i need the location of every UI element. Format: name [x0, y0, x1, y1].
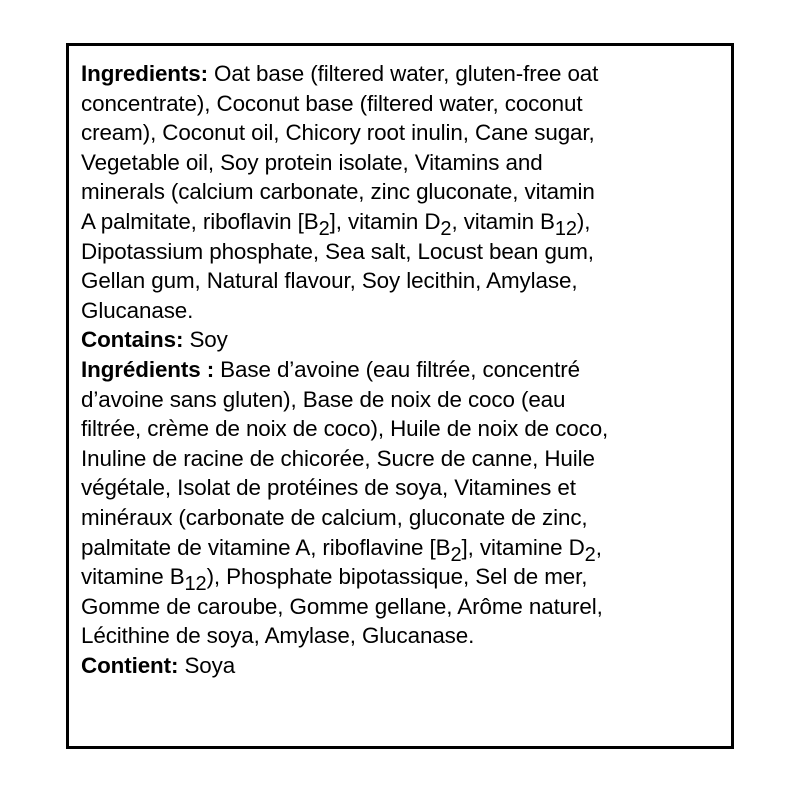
- english-ingredients-line-4: Vegetable oil, Soy protein isolate, Vitamins and: [81, 149, 543, 175]
- vitamin-text: ,: [595, 534, 602, 560]
- english-ingredients-line-2: concentrate), Coconut base (filtered water, coconut: [81, 90, 583, 116]
- french-vitamin-line-2: [81, 562, 723, 596]
- french-contains-heading: Contient:: [81, 652, 179, 678]
- french-ingredients-line-4: Inuline de racine de chicorée, Sucre de canne, Huile: [81, 445, 595, 471]
- english-ingredients-text: Oat base (filtered water, gluten-free oat: [207, 61, 599, 86]
- english-ingredients-line-8: Gellan gum, Natural flavour, Soy lecithin, Amylase,: [81, 268, 578, 294]
- english-ingredients-line-9: Glucanase.: [81, 297, 194, 323]
- french-ingredients-heading: Ingrédients :: [81, 356, 215, 382]
- french-ingredients-line-2: d’avoine sans gluten), Base de noix de coco (eau: [81, 386, 566, 412]
- vitamin-text: ), Phosphate bipotassique, Sel de mer,: [206, 564, 588, 590]
- subscript: 2: [318, 217, 330, 240]
- french-ingredients-line-10: Lécithine de soya, Amylase, Glucanase.: [81, 623, 475, 649]
- french-vitamin-line-1: [81, 533, 723, 566]
- french-ingredients-line-5: végétale, Isolat de protéines de soya, Vitamines et: [81, 475, 576, 501]
- french-ingredients-text: Base d’avoine (eau filtrée, concentré: [214, 356, 580, 382]
- vitamin-text: A palmitate, riboflavin [B: [81, 208, 319, 234]
- vitamin-text: palmitate de vitamine A, riboflavine [B: [81, 534, 451, 560]
- french-contains-value: Soya: [178, 652, 236, 678]
- english-ingredients-line-5: minerals (calcium carbonate, zinc gluconate, vitamin: [81, 179, 595, 205]
- vitamin-text: ),: [576, 208, 591, 234]
- english-ingredients-heading: Ingredients:: [81, 61, 208, 86]
- english-contains-line: [81, 325, 723, 355]
- french-ingredients-line-6: minéraux (carbonate de calcium, gluconate de zinc,: [81, 504, 588, 530]
- subscript: 2: [440, 217, 452, 240]
- english-contains-value: Soy: [183, 327, 228, 353]
- subscript: 2: [450, 543, 462, 566]
- english-ingredients-line-7: Dipotassium phosphate, Sea salt, Locust bean gum,: [81, 238, 594, 264]
- french-ingredients-line-1: [81, 355, 723, 385]
- ingredients-label-panel: [66, 43, 734, 749]
- vitamin-text: ], vitamin D: [329, 208, 441, 234]
- subscript: 2: [584, 543, 596, 566]
- english-ingredients-line-3: cream), Coconut oil, Chicory root inulin, Cane sugar,: [81, 120, 595, 146]
- ingredients-text-block: [81, 59, 723, 680]
- vitamin-text: , vitamin B: [451, 208, 555, 234]
- subscript: 12: [184, 573, 207, 596]
- subscript: 12: [554, 217, 577, 240]
- french-ingredients-line-3: filtrée, crème de noix de coco), Huile de noix de coco,: [81, 416, 609, 442]
- french-contains-line: [81, 651, 723, 681]
- french-ingredients-line-9: Gomme de caroube, Gomme gellane, Arôme naturel,: [81, 593, 603, 619]
- english-ingredients-line-1: [81, 59, 723, 89]
- english-vitamin-line: [81, 207, 723, 240]
- vitamin-text: vitamine B: [81, 564, 185, 590]
- english-contains-heading: Contains:: [81, 327, 184, 353]
- vitamin-text: ], vitamine D: [461, 534, 585, 560]
